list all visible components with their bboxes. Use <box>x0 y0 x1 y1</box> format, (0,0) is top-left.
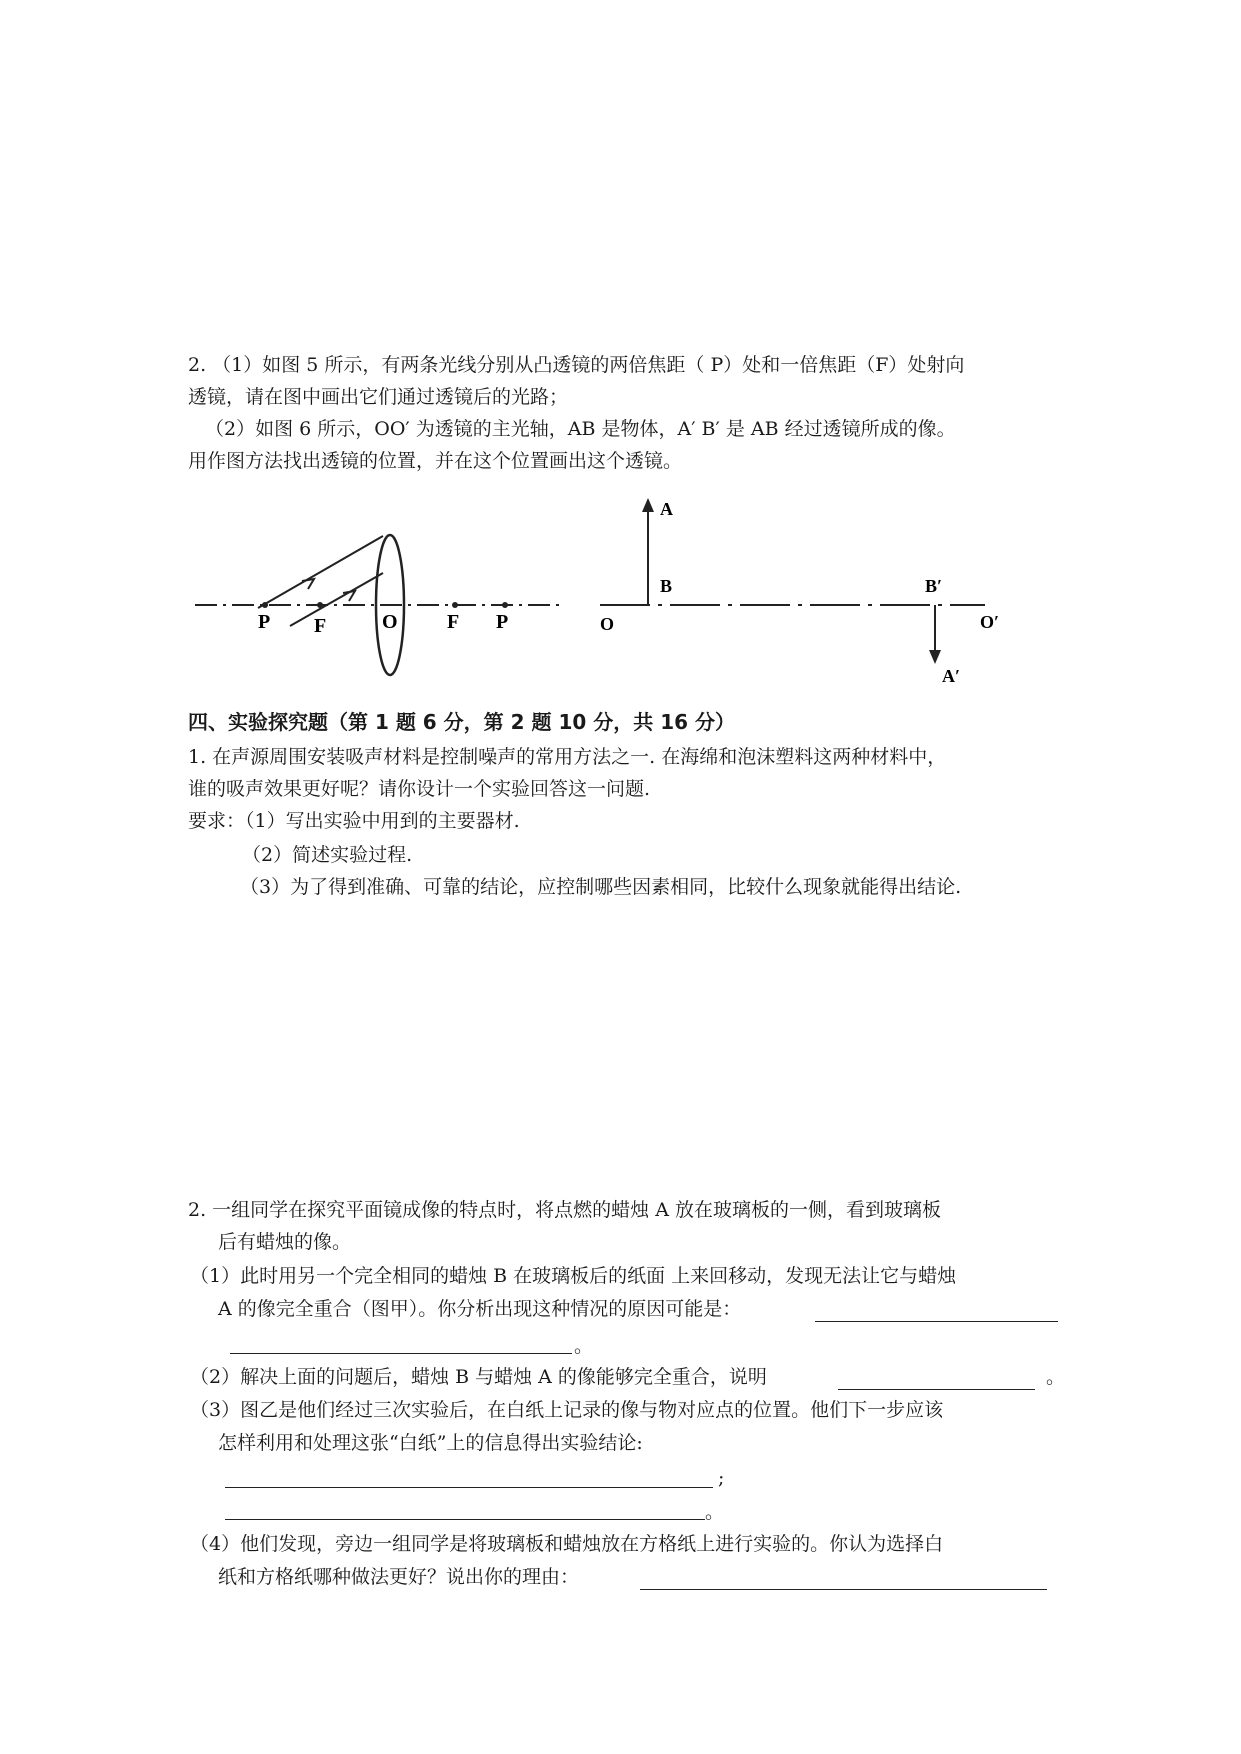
label-b: B <box>660 576 673 596</box>
s4-q2-p3-line2: 怎样利用和处理这张“白纸”上的信息得出实验结论: <box>218 1432 643 1454</box>
answer-blank-p3-a[interactable] <box>225 1487 713 1488</box>
s4-q1-req3: （3）为了得到准确、可靠的结论，应控制哪些因素相同，比较什么现象就能得出结论. <box>240 876 962 898</box>
s4-q2-p3-line1: （3）图乙是他们经过三次实验后，在白纸上记录的像与物对应点的位置。他们下一步应该 <box>190 1399 944 1421</box>
answer-blank-p2[interactable] <box>838 1389 1035 1390</box>
label-o-prime: O′ <box>980 612 1000 632</box>
s4-q2-p2-end: 。 <box>1046 1366 1066 1388</box>
label-p-right: P <box>496 611 509 633</box>
figure-5-lens-diagram <box>190 520 570 680</box>
s4-q1-line1: 1. 在声源周围安装吸声材料是控制噪声的常用方法之一. 在海绵和泡沫塑料这两种材料中， <box>188 746 947 768</box>
arrowhead-a <box>642 498 654 512</box>
label-a: A <box>660 499 673 519</box>
s4-q2-line2: 后有蜡烛的像。 <box>218 1231 352 1253</box>
s4-q1-line2: 谁的吸声效果更好呢？请你设计一个实验回答这一问题. <box>188 778 651 800</box>
answer-blank-p1-b[interactable] <box>230 1353 572 1354</box>
s4-q2-p4-line1: （4）他们发现，旁边一组同学是将玻璃板和蜡烛放在方格纸上进行实验的。你认为选择白 <box>190 1533 944 1555</box>
label-o: O <box>382 611 398 633</box>
ray-from-2f <box>258 536 383 608</box>
s4-q2-p1-line1: （1）此时用另一个完全相同的蜡烛 B 在玻璃板后的纸面 上来回移动，发现无法让它与蜡烛 <box>190 1265 957 1287</box>
s4-q2-line1: 2. 一组同学在探究平面镜成像的特点时，将点燃的蜡烛 A 放在玻璃板的一侧，看到玻璃板 <box>188 1199 941 1221</box>
q2-text-line3: （2）如图 6 所示，OO′ 为透镜的主光轴，AB 是物体，A′ B′ 是 AB 经过透镜所成的像。 <box>205 418 956 440</box>
s4-q1-req1: 要求：（1）写出实验中用到的主要器材. <box>188 810 520 832</box>
s4-q1-req2: （2）简述实验过程. <box>242 844 413 866</box>
label-o-left: O <box>600 614 615 634</box>
s4-q2-p2-text: （2）解决上面的问题后，蜡烛 B 与蜡烛 A 的像能够完全重合，说明 <box>190 1366 767 1388</box>
s4-q2-p1-period: 。 <box>574 1335 594 1357</box>
label-f-left: F <box>314 615 327 637</box>
answer-blank-p4[interactable] <box>640 1589 1047 1590</box>
answer-blank-p3-b[interactable] <box>225 1519 705 1520</box>
figure-6-image-diagram <box>590 490 1020 695</box>
s4-q2-p1-line2: A 的像完全重合（图甲）。你分析出现这种情况的原因可能是： <box>218 1298 742 1320</box>
q2-text-line2: 透镜，请在图中画出它们通过透镜后的光路； <box>188 386 569 408</box>
arrowhead-a-prime <box>929 650 941 664</box>
label-b-prime: B′ <box>925 576 943 596</box>
label-p-left: P <box>258 611 271 633</box>
section-4-title: 四、实验探究题（第 1 题 6 分，第 2 题 10 分，共 16 分） <box>188 710 736 734</box>
s4-q2-p4-line2: 纸和方格纸哪种做法更好？说出你的理由： <box>218 1566 580 1588</box>
label-a-prime: A′ <box>942 666 961 686</box>
s4-q2-p3-period: 。 <box>705 1501 725 1523</box>
q2-text-line4: 用作图方法找出透镜的位置，并在这个位置画出这个透镜。 <box>188 450 683 472</box>
label-f-right: F <box>447 611 460 633</box>
q2-text-line1: 2. （1）如图 5 所示，有两条光线分别从凸透镜的两倍焦距（ P）处和一倍焦距（F）处射向 <box>188 354 965 376</box>
s4-q2-p3-semicolon: ; <box>718 1467 725 1489</box>
answer-blank-p1-a[interactable] <box>815 1321 1058 1322</box>
